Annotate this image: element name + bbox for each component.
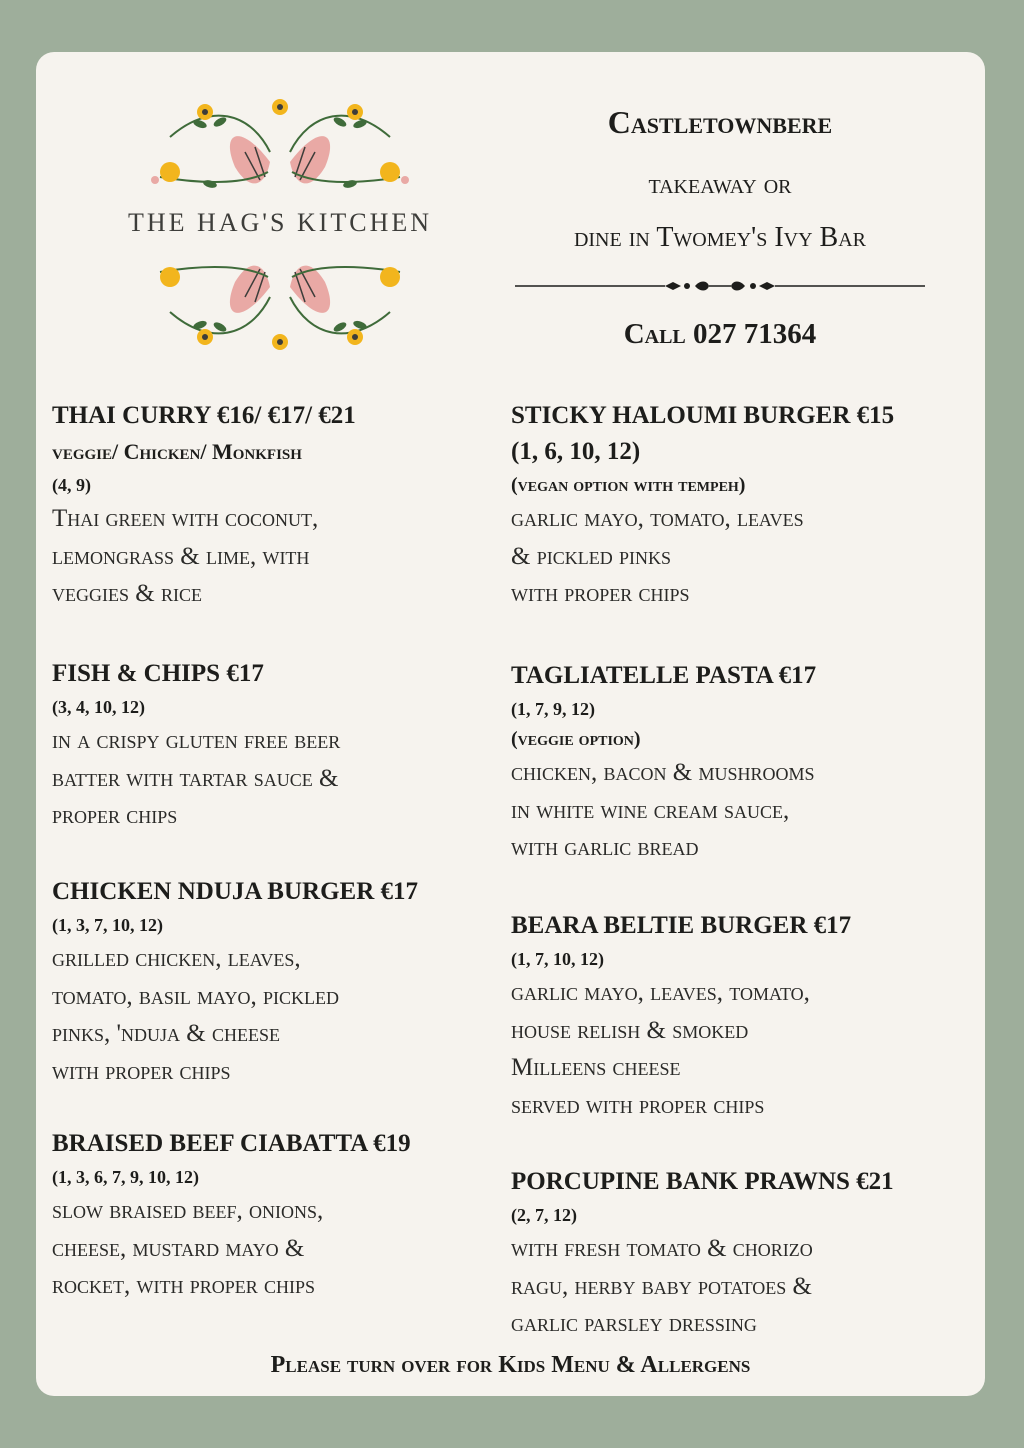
item-title: PORCUPINE BANK PRAWNS €21 [511,1168,894,1195]
item-desc: rocket, with proper chips [52,1272,316,1299]
brand-name: THE HAG'S KITCHEN [127,208,433,237]
header [500,100,940,351]
dine-in-line: dine in Twomey's Ivy Bar [573,222,867,253]
item-title: STICKY HALOUMI BURGER €15 [511,402,895,429]
menu-item [52,874,492,1126]
item-title: TAGLIATELLE PASTA €17 [511,662,817,689]
item-desc: veggies & rice [52,580,202,607]
item-desc: Milleens cheese [511,1054,681,1081]
menu-item [52,398,492,656]
item-desc: & pickled pinks [511,542,671,570]
item-allergens: (1, 6, 10, 12) [511,438,641,465]
footer-note: Please turn over for Kids Menu & Allergens [270,1352,751,1378]
item-desc: with proper chips [52,1057,231,1085]
menu-item [52,1126,492,1305]
item-desc: with proper chips [511,580,690,607]
item-title: BRAISED BEEF CIABATTA €19 [52,1130,411,1157]
menu-column-right [511,398,951,1343]
item-desc: garlic mayo, tomato, leaves [511,505,804,532]
item-desc: ragu, herby baby potatoes & [511,1272,812,1300]
item-desc: garlic parsley dressing [511,1310,757,1337]
item-desc: cheese, mustard mayo & [52,1234,305,1262]
item-variants: veggie/ Chicken/ Monkfish [52,439,302,464]
item-desc: proper chips [52,802,178,829]
item-desc: batter with tartar sauce & [52,764,339,792]
item-desc: garlic mayo, leaves, tomato, [511,979,810,1006]
item-allergens: (2, 7, 12) [511,1205,577,1225]
menu-item [511,658,951,908]
item-desc: with garlic bread [511,834,699,861]
item-desc: in white wine cream sauce, [511,796,790,824]
item-desc: grilled chicken, leaves, [52,945,301,972]
item-allergens: (1, 3, 7, 10, 12) [52,915,163,935]
item-allergens: (4, 9) [52,475,91,495]
menu-item [511,908,951,1164]
item-desc: pinks, 'nduja & cheese [52,1020,280,1047]
item-allergens: (1, 7, 10, 12) [511,949,604,969]
menu-item [52,656,492,874]
item-allergens: (1, 3, 6, 7, 9, 10, 12) [52,1167,199,1187]
takeaway-line: takeaway or [648,169,792,200]
item-desc: with fresh tomato & chorizo [511,1235,813,1262]
item-desc: tomato, basil mayo, pickled [52,982,339,1010]
item-option-note: (veggie option) [511,728,641,750]
menu-column-left [52,398,492,1305]
item-desc: chicken, bacon & mushrooms [511,759,815,786]
item-allergens: (1, 7, 9, 12) [511,699,595,719]
item-title: CHICKEN NDUJA BURGER €17 [52,878,419,905]
item-desc: slow braised beef, onions, [52,1197,324,1224]
item-option-note: (vegan option with tempeh) [511,474,746,496]
item-desc: Thai green with coconut, [52,505,319,532]
menu-item [511,1164,951,1343]
item-desc: lemongrass & lime, with [52,542,310,570]
item-title: FISH & CHIPS €17 [52,660,264,687]
item-title: THAI CURRY €16/ €17/ €21 [52,402,356,429]
phone-number: Call 027 71364 [623,318,817,350]
item-allergens: (3, 4, 10, 12) [52,697,145,717]
item-desc: house relish & smoked [511,1016,749,1044]
ornamental-divider-icon [515,276,925,296]
item-desc: served with proper chips [511,1091,765,1119]
menu-item [511,398,951,658]
item-desc: in a crispy gluten free beer [52,727,341,754]
item-title: BEARA BELTIE BURGER €17 [511,912,852,939]
town-title: Castletownbere [607,104,833,140]
